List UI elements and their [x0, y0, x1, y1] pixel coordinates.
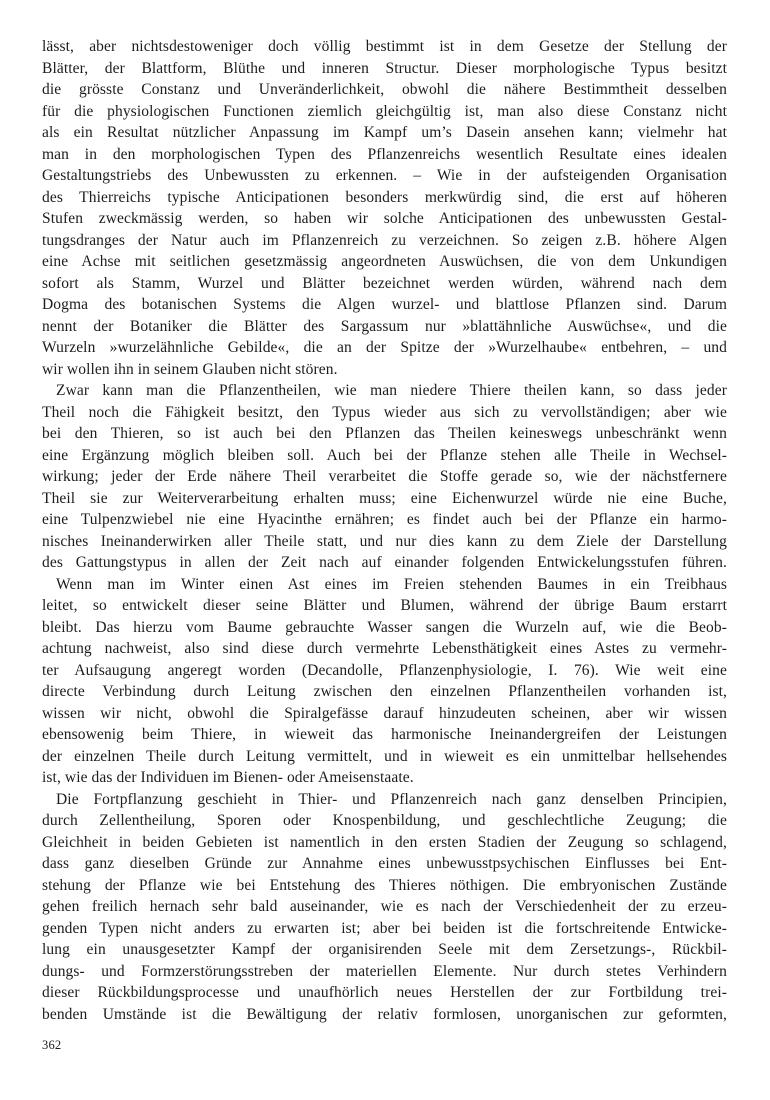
text-line: dungs- und Formzerstörungsstreben der materiellen Elemente. Nur durch stetes Verhindern [42, 962, 727, 980]
text-line: genden Typen nicht anders zu erwarten ist; aber bei beiden ist die fortschreitende Entwicke- [42, 919, 727, 937]
text-line: des Thierreichs typische Anticipationen besonders merkwürdig sind, die erst auf höheren [42, 188, 727, 206]
text-line: eine Tulpenzwiebel nie eine Hyacinthe ernähren; es findet auch bei der Pflanze ein harmo- [42, 511, 727, 528]
page-footer [42, 1038, 61, 1053]
text-line: leitet, so entwickelt dieser seine Blätter und Blumen, während der übrige Baum erstarrt [42, 597, 727, 614]
text-line: die grösste Constanz und Unveränderlichkeit, obwohl die nähere Bestimmtheit desselben [42, 81, 727, 98]
text-line: stehung der Pflanze wie bei Entstehung des Thieres nöthigen. Die embryonischen Zustände [42, 876, 727, 894]
text-line: Blätter, der Blattform, Blüthe und inneren Structur. Dieser morphologische Typus besitzt [42, 59, 727, 77]
text-line: sofort als Stamm, Wurzel und Blätter bezeichnet werden würden, während nach dem [42, 274, 727, 292]
text-line: achtung nachweist, also sind diese durch vermehrte Lebensthätigkeit eines Astes zu vermehr- [42, 640, 727, 657]
text-line: dieser Rückbildungsprocesse und unaufhörlich neues Herstellen der zur Fortbildung trei- [42, 984, 727, 1001]
text-line: für die physiologischen Functionen ziemlich gleichgültig ist, man also diese Constanz nicht [42, 102, 727, 120]
text-line: ebensowenig beim Thiere, in wieweit das harmonische Ineinandergreifen der Leistungen [42, 726, 727, 743]
text-line: Stufen zweckmässig werden, so haben wir solche Anticipationen des unbewussten Gestal- [42, 210, 727, 227]
text-line: Wurzeln »wurzelähnliche Gebilde«, die an der Spitze der »Wurzelhaube« entbehren, – und [42, 339, 727, 356]
text-line: nisches Ineinanderwirken aller Theile statt, und nur dies kann zu dem Ziele der Darstellung [42, 532, 727, 550]
text-line: des Gattungstypus in allen der Zeit nach auf einander folgenden Entwickelungsstufen führen. [42, 554, 727, 571]
text-line: directe Verbindung durch Leitung zwischen den einzelnen Pflanzentheilen vorhanden ist, [42, 683, 727, 700]
text-line: ist, wie das der Individuen im Bienen- oder Ameisenstaate. [42, 769, 414, 786]
text-line: wir wollen ihn in seinem Glauben nicht stören. [42, 360, 338, 378]
text-line: bei den Thieren, so ist auch bei den Pflanzen das Theilen keineswegs unbeschränkt wenn [42, 425, 727, 442]
text-line: der einzelnen Theile durch Leitung vermittelt, und in wieweit es ein unmittelbar hellsehendes [42, 747, 727, 765]
text-line: wirkung; jeder der Erde nähere Theil verarbeitet die Stoffe gerade so, wie der nächstfernere [42, 468, 727, 485]
text-line: Gleichheit in beiden Gebieten ist namentlich in den ersten Stadien der Zeugung so schlagend, [42, 833, 727, 851]
text-line: Gestaltungstriebs des Unbewussten zu erkennen. – Wie in der aufsteigenden Organisation [42, 167, 727, 184]
text-line: lässt, aber nichtsdestoweniger doch völlig bestimmt ist in dem Gesetze der Stellung der [42, 38, 727, 55]
text-line: durch Zellentheilung, Sporen oder Knospenbildung, und geschlechtliche Zeugung; die [42, 812, 727, 829]
text-line: eine Achse mit seitlichen gesetzmässig angeordneten Auswüchsen, die von dem Unkundigen [42, 253, 727, 270]
text-line: eine Ergänzung möglich bleiben soll. Auch bei der Pflanze stehen alle Theile in Wechsel- [42, 446, 727, 464]
text-line: bleibt. Das hierzu vom Baume gebrauchte Wasser sangen die Wurzeln auf, wie die Beob- [42, 618, 727, 636]
text-line: man in den morphologischen Typen des Pflanzenreichs wesentlich Resultate eines idealen [42, 145, 727, 163]
text-line: Zwar kann man die Pflanzentheilen, wie man niedere Thiere theilen kann, so dass jeder [56, 382, 727, 399]
text-line: tungsdranges der Natur auch im Pflanzenreich zu verzeichnen. So zeigen z.B. höhere Algen [42, 231, 727, 249]
page-number: 362 [42, 1038, 62, 1052]
text-line: lung ein unausgesetzter Kampf der organisirenden Seele mit dem Zersetzungs-, Rückbil- [42, 941, 727, 958]
text-line: Theil noch die Fähigkeit besitzt, den Typus wieder aus sich zu vervollständigen; aber wie [42, 403, 727, 421]
page-text-block [42, 36, 727, 1025]
text-line: Dogma des botanischen Systems die Algen wurzel- und blattlose Pflanzen sind. Darum [42, 296, 727, 313]
text-line: ter Aufsaugung angeregt worden (Decandolle, Pflanzenphysiologie, I. 76). Wie weit eine [42, 661, 727, 679]
text-line: wissen wir nicht, obwohl die Spiralgefässe darauf hinzudeuten scheinen, aber wir wissen [42, 704, 727, 722]
text-line: gehen freilich hernach sehr bald auseinander, wie es nach der Verschiedenheit der zu erzeu- [42, 898, 727, 915]
text-line: Theil sie zur Weiterverarbeitung erhalten muss; eine Eichenwurzel würde nie eine Buche, [42, 489, 727, 507]
text-line: als ein Resultat nützlicher Anpassung im Kampf um’s Dasein ansehen kann; vielmehr hat [42, 124, 727, 141]
text-line: Wenn man im Winter einen Ast eines im Freien stehenden Baumes in ein Treibhaus [56, 575, 727, 593]
text-line: dass ganz dieselben Gründe zur Annahme eines unbewusstpsychischen Einflusses bei Ent- [42, 855, 727, 872]
text-line: Die Fortpflanzung geschieht in Thier- und Pflanzenreich nach ganz denselben Principien, [56, 790, 727, 808]
text-line: benden Umstände ist die Bewältigung der relativ formlosen, unorganischen zur geformten, [42, 1005, 727, 1023]
text-line: nennt der Botaniker die Blätter des Sargassum nur »blattähnliche Auswüchse«, und die [42, 317, 727, 335]
